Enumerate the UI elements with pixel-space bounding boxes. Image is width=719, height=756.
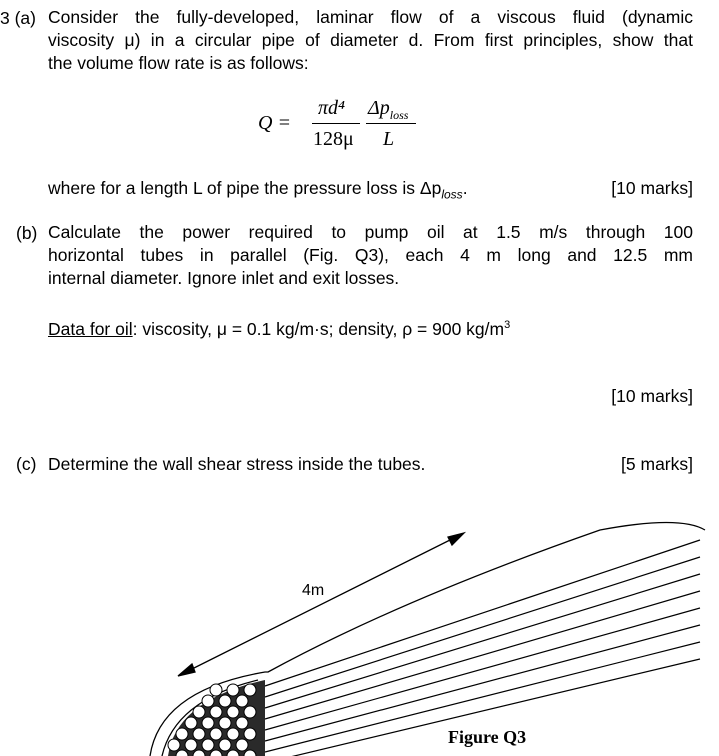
tube-line (265, 557, 700, 697)
oil-data: Data for oil: viscosity, μ = 0.1 kg/m·s; density, ρ = 900 $kg/m^3$ (48, 319, 511, 339)
question-number: 3 (0, 8, 10, 28)
tube-opening (236, 717, 248, 729)
tube-line (265, 540, 700, 686)
tube-line (265, 591, 700, 719)
part-a-line-1: Consider the fully-developed, laminar flow of a viscous fluid (dynamic (48, 7, 693, 27)
tube-opening (227, 706, 239, 718)
tube-opening (236, 695, 248, 707)
tube-opening (202, 739, 214, 751)
part-b-marks: [10 marks] (611, 386, 693, 406)
part-b-line-2: horizontal tubes in parallel (Fig. Q3), each 4 m long and 12.5 mm (48, 245, 693, 265)
arrow-head-left (178, 664, 195, 676)
length-dimension-arrow (180, 535, 460, 675)
tube-opening (227, 728, 239, 740)
tube-opening (219, 717, 231, 729)
tube-opening (202, 717, 214, 729)
tube-opening (185, 739, 197, 751)
part-c-marks: [5 marks] (621, 454, 693, 474)
tube-opening (236, 739, 248, 751)
tube-opening (210, 728, 222, 740)
part-c-label: (c) (16, 454, 37, 474)
part-b-line-3: internal diameter. Ignore inlet and exit losses. (48, 268, 400, 288)
length-label: 4m (302, 582, 325, 599)
equation-denominator-2: L (383, 128, 395, 150)
tube-opening (168, 739, 180, 751)
tube-opening (219, 695, 231, 707)
tube-opening (244, 684, 256, 696)
pressure-loss-definition: where for a length L of pipe the pressure loss is $\Delta p_{loss}$. (48, 178, 468, 202)
equation-numerator-1: πd⁴ (318, 97, 345, 119)
tube-lines (265, 540, 700, 756)
tube-opening (185, 717, 197, 729)
figure-caption: Figure Q3 (448, 727, 527, 747)
tube-opening (202, 695, 214, 707)
part-a-line-2: viscosity μ) in a circular pipe of diameter d. From first principles, show that (48, 30, 693, 50)
tube-line (265, 574, 700, 708)
part-a-line-3: the volume flow rate is as follows: (48, 53, 309, 73)
arrow-head-right (448, 533, 464, 545)
tube-opening (244, 706, 256, 718)
tube-opening (219, 739, 231, 751)
part-b-label: (b) (16, 223, 38, 243)
part-a-label: (a) (14, 8, 36, 28)
part-a-marks: [10 marks] (611, 178, 693, 198)
tube-opening (210, 706, 222, 718)
tube-opening (244, 728, 256, 740)
tube-line (265, 625, 700, 741)
tube-opening (176, 728, 188, 740)
tube-opening (227, 684, 239, 696)
tube-line (265, 608, 700, 730)
equation-numerator-2: $\Delta p_{loss}$ (368, 97, 409, 122)
part-b-line-1: Calculate the power required to pump oil at 1.5 m/s through 100 (48, 222, 693, 242)
equation-lhs: Q = (258, 112, 291, 134)
equation-denominator-1: 128μ (313, 128, 354, 150)
tube-opening (193, 706, 205, 718)
part-c-text: Determine the wall shear stress inside the tubes. (48, 454, 426, 474)
tube-opening (210, 684, 222, 696)
tube-opening (193, 728, 205, 740)
